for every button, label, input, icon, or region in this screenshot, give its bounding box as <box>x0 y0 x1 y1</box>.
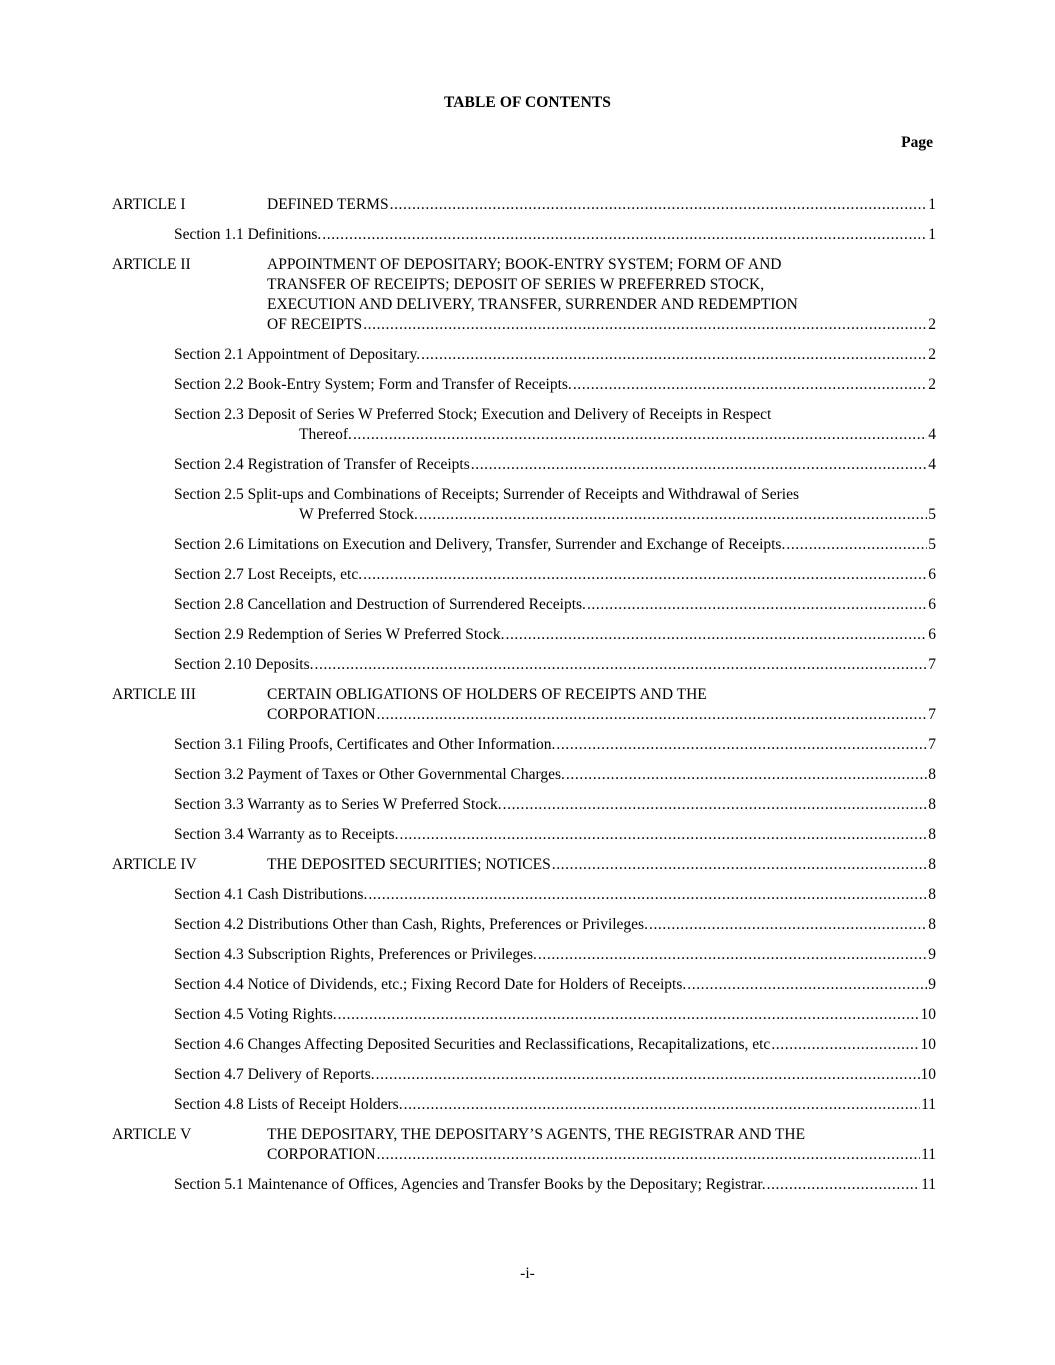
page-number: 1 <box>928 226 936 243</box>
page-number: 10 <box>920 1006 936 1023</box>
entry-title-line: TRANSFER OF RECEIPTS; DEPOSIT OF SERIES W PREFERRED STOCK, <box>267 276 765 293</box>
page-number: 5 <box>928 536 936 553</box>
dot-leader <box>390 195 928 215</box>
toc-section-entry[interactable] <box>174 595 936 615</box>
entry-title <box>267 855 936 875</box>
entry-final-line <box>174 375 936 395</box>
entry-title <box>174 225 936 245</box>
page-number: 10 <box>920 1066 936 1083</box>
entry-title-line: APPOINTMENT OF DEPOSITARY; BOOK-ENTRY SYSTEM; FORM OF AND <box>267 256 782 273</box>
toc-section-entry[interactable] <box>174 655 936 675</box>
toc-article-entry[interactable] <box>112 195 936 215</box>
entry-final-line <box>174 1035 936 1055</box>
entry-title-last-line: Section 2.4 Registration of Transfer of Receipts <box>174 456 470 473</box>
entry-final-line <box>174 765 936 785</box>
dot-leader <box>687 975 927 995</box>
page-number: 8 <box>928 916 936 933</box>
page-number: 5 <box>928 506 936 523</box>
entry-title-last-line: THE DEPOSITED SECURITIES; NOTICES <box>267 856 551 873</box>
entry-title <box>174 345 936 365</box>
page-number: 1 <box>928 196 936 213</box>
article-label: ARTICLE V <box>112 1126 192 1143</box>
toc-section-entry[interactable] <box>174 405 936 445</box>
entry-title-last-line: Section 4.3 Subscription Rights, Preferences or Privileges. <box>174 946 537 963</box>
entry-final-line <box>267 1145 936 1165</box>
entry-title <box>267 195 936 215</box>
entry-final-line <box>174 455 936 475</box>
toc-section-entry[interactable] <box>174 485 936 525</box>
entry-final-line <box>174 945 936 965</box>
entry-title <box>174 795 936 815</box>
entry-title <box>174 825 936 845</box>
toc-section-entry[interactable] <box>174 825 936 845</box>
toc-section-entry[interactable] <box>174 915 936 935</box>
dot-leader <box>771 1035 919 1055</box>
dot-leader <box>786 535 927 555</box>
dot-leader <box>399 825 927 845</box>
dot-leader <box>338 1005 920 1025</box>
entry-final-line <box>267 855 936 875</box>
toc-section-entry[interactable] <box>174 885 936 905</box>
entry-final-line <box>174 825 936 845</box>
entry-final-line <box>174 885 936 905</box>
entry-title-last-line: Section 3.3 Warranty as to Series W Preferred Stock. <box>174 796 502 813</box>
dot-leader <box>573 375 927 395</box>
entry-final-line <box>174 225 936 245</box>
entry-title-last-line: Section 1.1 Definitions. <box>174 226 322 243</box>
dot-leader <box>767 1175 920 1195</box>
page-footer-number: -i- <box>520 1265 535 1282</box>
toc-article-entry[interactable] <box>112 855 936 875</box>
entry-title-last-line: Section 2.10 Deposits. <box>174 656 314 673</box>
entry-title-last-line: Section 4.5 Voting Rights. <box>174 1006 337 1023</box>
toc-section-entry[interactable] <box>174 455 936 475</box>
entry-final-line <box>174 595 936 615</box>
entry-final-line <box>299 425 936 445</box>
page-number: 7 <box>928 736 936 753</box>
entry-final-line <box>267 705 936 725</box>
entry-title-line: THE DEPOSITARY, THE DEPOSITARY’S AGENTS, THE REGISTRAR AND THE <box>267 1126 806 1143</box>
toc-section-entry[interactable] <box>174 765 936 785</box>
dot-leader <box>363 565 927 585</box>
entry-title <box>267 255 936 335</box>
page-number: 6 <box>928 596 936 613</box>
page-number: 11 <box>921 1096 936 1113</box>
entry-title <box>174 455 936 475</box>
entry-title-last-line: Section 4.2 Distributions Other than Cash, Rights, Preferences or Privileges. <box>174 916 648 933</box>
toc-section-entry[interactable] <box>174 1065 936 1085</box>
page-number: 7 <box>928 706 936 723</box>
entry-title-line: Section 2.5 Split-ups and Combinations of Receipts; Surrender of Receipts and Withdrawal of Series <box>174 486 800 503</box>
dot-leader <box>552 855 928 875</box>
page-number: 11 <box>921 1176 936 1193</box>
toc-section-entry[interactable] <box>174 945 936 965</box>
toc-section-entry[interactable] <box>174 1175 936 1195</box>
entry-title-line: EXECUTION AND DELIVERY, TRANSFER, SURRENDER AND REDEMPTION <box>267 296 798 313</box>
toc-article-entry[interactable] <box>112 255 936 335</box>
page-number: 8 <box>928 886 936 903</box>
entry-final-line <box>174 1095 936 1115</box>
entry-title-last-line: Section 5.1 Maintenance of Offices, Agencies and Transfer Books by the Depositary; Registrar. <box>174 1176 766 1193</box>
entry-title-last-line: CORPORATION <box>267 1146 376 1163</box>
entry-title-last-line: Section 4.7 Delivery of Reports. <box>174 1066 375 1083</box>
entry-title-last-line: Section 3.4 Warranty as to Receipts. <box>174 826 399 843</box>
dot-leader <box>505 625 927 645</box>
entry-title <box>174 975 936 995</box>
entry-title-last-line: Section 2.7 Lost Receipts, etc. <box>174 566 363 583</box>
entry-title-last-line: Section 2.2 Book-Entry System; Form and Transfer of Receipts. <box>174 376 572 393</box>
article-label: ARTICLE III <box>112 686 196 703</box>
entry-title <box>174 535 936 555</box>
page-column-label: Page <box>901 134 933 151</box>
entry-title <box>174 735 936 755</box>
page-number: 9 <box>928 946 936 963</box>
page-number: 2 <box>928 376 936 393</box>
entry-final-line <box>174 915 936 935</box>
entry-title <box>267 685 936 725</box>
entry-title <box>174 915 936 935</box>
dot-leader <box>322 225 927 245</box>
entry-title-last-line: Section 3.2 Payment of Taxes or Other Governmental Charges. <box>174 766 565 783</box>
entry-title-line: CERTAIN OBLIGATIONS OF HOLDERS OF RECEIPTS AND THE <box>267 686 707 703</box>
toc-section-entry[interactable] <box>174 345 936 365</box>
entry-final-line <box>174 535 936 555</box>
dot-leader <box>556 735 927 755</box>
entry-title-last-line: W Preferred Stock. <box>299 506 418 523</box>
entry-final-line <box>299 505 936 525</box>
page-number: 11 <box>921 1146 936 1163</box>
toc-section-entry[interactable] <box>174 1005 936 1025</box>
dot-leader <box>538 945 927 965</box>
dot-leader <box>315 655 928 675</box>
page-number: 8 <box>928 826 936 843</box>
entry-final-line <box>267 195 936 215</box>
entry-title-last-line: Section 3.1 Filing Proofs, Certificates and Other Information. <box>174 736 556 753</box>
entry-title-line: Section 2.3 Deposit of Series W Preferred Stock; Execution and Delivery of Receipts in Respect <box>174 406 772 423</box>
dot-leader <box>503 795 928 815</box>
page-number: 8 <box>928 766 936 783</box>
entry-final-line <box>267 315 936 335</box>
entry-title-last-line: Section 4.8 Lists of Receipt Holders. <box>174 1096 403 1113</box>
entry-title-last-line: Thereof. <box>299 426 352 443</box>
page-number: 8 <box>928 856 936 873</box>
dot-leader <box>377 1145 921 1165</box>
page-number: 8 <box>928 796 936 813</box>
page-number: 9 <box>928 976 936 993</box>
dot-leader <box>377 705 928 725</box>
toc-section-entry[interactable] <box>174 625 936 645</box>
entry-final-line <box>174 345 936 365</box>
entry-title <box>267 1125 936 1165</box>
entry-title-last-line: CORPORATION <box>267 706 376 723</box>
entry-title-last-line: OF RECEIPTS <box>267 316 363 333</box>
entry-final-line <box>174 795 936 815</box>
page-number: 6 <box>928 566 936 583</box>
dot-leader <box>368 885 927 905</box>
entry-title-last-line: Section 4.6 Changes Affecting Deposited Securities and Reclassifications, Recapitalizations, etc <box>174 1036 771 1053</box>
entry-title-last-line: Section 4.1 Cash Distributions. <box>174 886 368 903</box>
entry-title-last-line: Section 2.9 Redemption of Series W Preferred Stock. <box>174 626 505 643</box>
entry-title-last-line: Section 4.4 Notice of Dividends, etc.; Fixing Record Date for Holders of Receipts. <box>174 976 687 993</box>
entry-title-last-line: Section 2.6 Limitations on Execution and Delivery, Transfer, Surrender and Exchange of Receipts. <box>174 536 786 553</box>
entry-title <box>174 1095 936 1115</box>
entry-title <box>174 405 936 445</box>
page-number: 6 <box>928 626 936 643</box>
entry-title <box>174 625 936 645</box>
dot-leader <box>421 345 927 365</box>
entry-title <box>174 375 936 395</box>
entry-final-line <box>174 565 936 585</box>
page-number: 2 <box>928 346 936 363</box>
entry-final-line <box>174 655 936 675</box>
dot-leader <box>404 1095 920 1115</box>
article-label: ARTICLE II <box>112 256 191 273</box>
table-of-contents <box>112 195 936 1205</box>
entry-title <box>174 1175 936 1195</box>
entry-title-last-line: Section 2.1 Appointment of Depositary. <box>174 346 421 363</box>
toc-section-entry[interactable] <box>174 375 936 395</box>
page-number: 7 <box>928 656 936 673</box>
page-number: 2 <box>928 316 936 333</box>
entry-title <box>174 945 936 965</box>
toc-section-entry[interactable] <box>174 975 936 995</box>
entry-final-line <box>174 1005 936 1025</box>
dot-leader <box>419 505 927 525</box>
page-number: 4 <box>928 426 936 443</box>
entry-title <box>174 595 936 615</box>
toc-section-entry[interactable] <box>174 795 936 815</box>
dot-leader <box>566 765 927 785</box>
toc-article-entry[interactable] <box>112 1125 936 1165</box>
toc-title: TABLE OF CONTENTS <box>443 94 612 111</box>
dot-leader <box>649 915 927 935</box>
dot-leader <box>363 315 927 335</box>
entry-title <box>174 1065 936 1085</box>
dot-leader <box>587 595 927 615</box>
toc-section-entry[interactable] <box>174 1095 936 1115</box>
dot-leader <box>376 1065 920 1085</box>
entry-final-line <box>174 735 936 755</box>
toc-section-entry[interactable] <box>174 225 936 245</box>
article-label: ARTICLE I <box>112 196 186 213</box>
toc-article-entry[interactable] <box>112 685 936 725</box>
article-label: ARTICLE IV <box>112 856 197 873</box>
toc-section-entry[interactable] <box>174 1035 936 1055</box>
entry-final-line <box>174 1065 936 1085</box>
entry-title-last-line: DEFINED TERMS <box>267 196 389 213</box>
entry-title-last-line: Section 2.8 Cancellation and Destruction of Surrendered Receipts. <box>174 596 586 613</box>
toc-section-entry[interactable] <box>174 565 936 585</box>
entry-final-line <box>174 1175 936 1195</box>
entry-title <box>174 1005 936 1025</box>
entry-final-line <box>174 975 936 995</box>
dot-leader <box>353 425 927 445</box>
toc-section-entry[interactable] <box>174 535 936 555</box>
entry-title <box>174 765 936 785</box>
dot-leader <box>471 455 928 475</box>
entry-title <box>174 1035 936 1055</box>
page-number: 4 <box>928 456 936 473</box>
page-number: 10 <box>920 1036 936 1053</box>
entry-title <box>174 565 936 585</box>
entry-title <box>174 885 936 905</box>
entry-final-line <box>174 625 936 645</box>
entry-title <box>174 485 936 525</box>
entry-title <box>174 655 936 675</box>
toc-section-entry[interactable] <box>174 735 936 755</box>
